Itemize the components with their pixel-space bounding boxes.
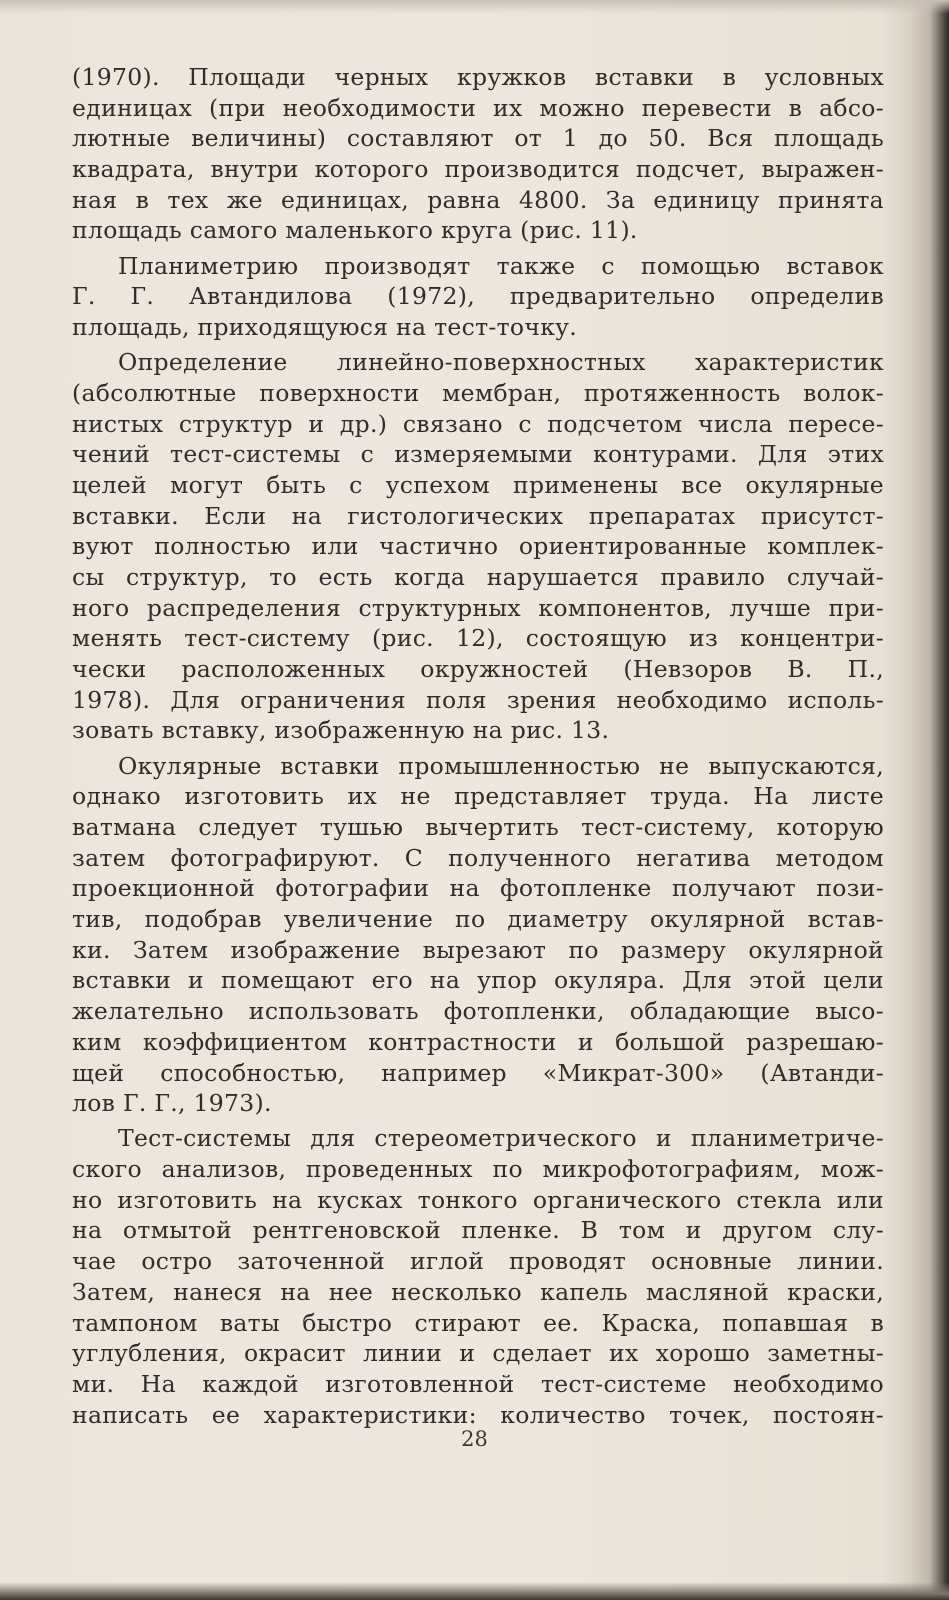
text-line: проекционной фотографии на фотопленке получают пози- bbox=[72, 874, 884, 903]
text-line: но изготовить на кусках тонкого органического стекла или bbox=[72, 1185, 884, 1214]
text-line: зовать вставку, изображенную на рис. 13. bbox=[72, 716, 610, 745]
text-line: однако изготовить их не представляет труда. На листе bbox=[72, 782, 884, 811]
text-line: затем фотографируют. С полученного негатива методом bbox=[72, 843, 884, 872]
text-line: Тест-системы для стереометрического и планиметриче- bbox=[118, 1124, 884, 1153]
text-line: ного распределения структурных компонентов, лучше при- bbox=[72, 593, 884, 622]
paragraph-3 bbox=[72, 347, 884, 746]
text-line: на отмытой рентгеновской пленке. В том и другом слу- bbox=[72, 1216, 884, 1245]
text-line: площадь самого маленького круга (рис. 11). bbox=[72, 216, 638, 245]
text-line: вставки. Если на гистологических препаратах присутст- bbox=[72, 501, 884, 530]
page-text bbox=[72, 62, 884, 1435]
text-line: чески расположенных окружностей (Невзоров В. П., bbox=[72, 655, 884, 684]
paragraph-5 bbox=[72, 1123, 884, 1430]
text-line: ми. На каждой изготовленной тест-системе необходимо bbox=[72, 1369, 884, 1398]
text-line: Г. Г. Автандилова (1972), предварительно определив bbox=[72, 282, 884, 311]
paragraph-4 bbox=[72, 751, 884, 1119]
text-line: желательно использовать фотопленки, обладающие высо- bbox=[72, 997, 884, 1026]
text-line: сы структур, то есть когда нарушается правило случай- bbox=[72, 563, 884, 591]
paragraph-2 bbox=[72, 251, 884, 343]
page-bottom-shadow bbox=[0, 1582, 949, 1600]
text-line: единицах (при необходимости их можно перевести в абсо- bbox=[72, 93, 884, 122]
paragraph-1 bbox=[72, 62, 884, 246]
page-number: 28 bbox=[461, 1427, 488, 1451]
text-line: написать ее характеристики: количество точек, постоян- bbox=[72, 1400, 884, 1429]
text-line: чений тест-системы с измеряемыми контурами. Для этих bbox=[72, 440, 884, 469]
text-line: ватмана следует тушью вычертить тест-систему, которую bbox=[72, 813, 884, 841]
text-line: (абсолютные поверхности мембран, протяженность волок- bbox=[72, 378, 884, 407]
text-line: 1978). Для ограничения поля зрения необходимо исполь- bbox=[72, 685, 884, 714]
text-line: квадрата, внутри которого производится подсчет, выражен- bbox=[72, 155, 884, 184]
text-line: целей могут быть с успехом применены все окулярные bbox=[72, 470, 884, 499]
text-line: тампоном ваты быстро стирают ее. Краска, попавшая в bbox=[72, 1308, 884, 1337]
text-line: ная в тех же единицах, равна 4800. За единицу принята bbox=[72, 185, 884, 214]
text-line: Определение линейно-поверхностных характеристик bbox=[118, 348, 884, 377]
text-line: ки. Затем изображение вырезают по размеру окулярной bbox=[72, 935, 884, 964]
text-line: Затем, нанеся на нее несколько капель масляной краски, bbox=[72, 1277, 884, 1306]
text-line: ского анализов, проведенных по микрофотографиям, мож- bbox=[72, 1155, 884, 1184]
text-line: лов Г. Г., 1973). bbox=[72, 1089, 272, 1118]
text-line: Окулярные вставки промышленностью не выпускаются, bbox=[118, 751, 884, 780]
text-line: углубления, окрасит линии и сделает их хорошо заметны- bbox=[72, 1339, 884, 1368]
text-line: менять тест-систему (рис. 12), состоящую из концентри- bbox=[72, 624, 884, 653]
text-line: Планиметрию производят также с помощью вставок bbox=[118, 251, 884, 280]
text-line: щей способностью, например «Микрат-300» (Автанди- bbox=[72, 1058, 884, 1087]
text-line: (1970). Площади черных кружков вставки в условных bbox=[72, 63, 884, 91]
text-line: чае остро заточенной иглой проводят основные линии. bbox=[72, 1247, 884, 1276]
text-line: нистых структур и др.) связано с подсчетом числа пересе- bbox=[72, 409, 884, 438]
text-line: тив, подобрав увеличение по диаметру окулярной встав- bbox=[72, 905, 884, 934]
text-line: вуют полностью или частично ориентированные комплек- bbox=[72, 532, 884, 561]
text-line: ким коэффициентом контрастности и большой разрешаю- bbox=[72, 1027, 884, 1056]
text-line: вставки и помещают его на упор окуляра. Для этой цели bbox=[72, 966, 884, 995]
page-top-shadow bbox=[0, 0, 949, 14]
text-line: лютные величины) составляют от 1 до 50. Вся площадь bbox=[72, 124, 884, 153]
text-line: площадь, приходящуюся на тест-точку. bbox=[72, 313, 578, 341]
